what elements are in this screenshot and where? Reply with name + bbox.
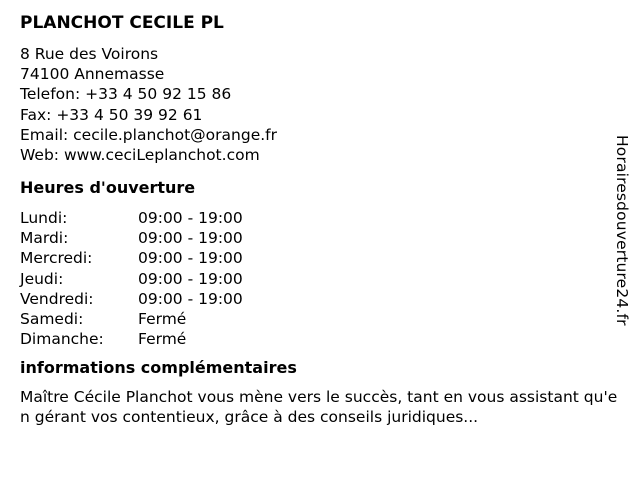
opening-hours-list	[20, 208, 610, 349]
day-label: Mardi:	[20, 229, 69, 248]
hours-row-friday	[20, 289, 610, 309]
day-hours: Fermé	[138, 309, 187, 328]
day-label: Dimanche:	[20, 329, 104, 348]
hours-row-sunday	[20, 329, 610, 349]
watermark: Horairesdouverture24.fr	[613, 135, 631, 326]
additional-info-heading: informations complémentaires	[20, 357, 297, 377]
hours-row-saturday	[20, 309, 610, 329]
phone-number: Telefon: +33 4 50 92 15 86	[20, 85, 232, 104]
additional-info-text: Maître Cécile Planchot vous mène vers le succès, tant en vous assistant qu'en gérant vos contentieux, grâce à des conseils juridiques...	[20, 387, 618, 427]
opening-hours-heading: Heures d'ouverture	[20, 178, 196, 198]
business-name: PLANCHOT CECILE PL	[20, 13, 224, 33]
day-label: Samedi:	[20, 309, 84, 328]
fax-number: Fax: +33 4 50 39 92 61	[20, 105, 203, 124]
day-label: Vendredi:	[20, 289, 94, 308]
email-address: Email: cecile.planchot@orange.fr	[20, 125, 277, 144]
day-hours: 09:00 - 19:00	[138, 209, 243, 228]
hours-row-wednesday	[20, 248, 610, 268]
business-card	[20, 10, 618, 428]
day-label: Mercredi:	[20, 249, 93, 268]
day-hours: 09:00 - 19:00	[138, 249, 243, 268]
day-hours: 09:00 - 19:00	[138, 229, 243, 248]
day-hours: 09:00 - 19:00	[138, 289, 243, 308]
day-label: Lundi:	[20, 209, 68, 228]
hours-row-thursday	[20, 269, 610, 289]
address-city: 74100 Annemasse	[20, 65, 165, 84]
address-street: 8 Rue des Voirons	[20, 45, 159, 63]
contact-info	[20, 44, 610, 165]
day-hours: 09:00 - 19:00	[138, 269, 243, 288]
hours-row-monday	[20, 208, 610, 228]
website: Web: www.ceciLeplanchot.com	[20, 146, 260, 165]
day-label: Jeudi:	[20, 269, 64, 288]
hours-row-tuesday	[20, 228, 610, 248]
day-hours: Fermé	[138, 329, 187, 348]
